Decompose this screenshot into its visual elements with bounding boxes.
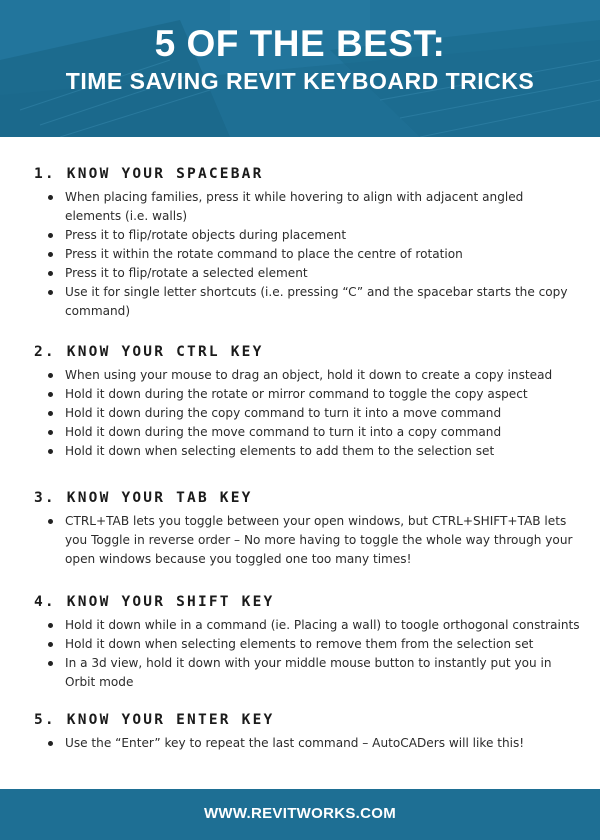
section-ctrl-key bbox=[34, 344, 582, 461]
section-heading: 5. KNOW YOUR ENTER KEY bbox=[34, 712, 275, 728]
section-shift-key bbox=[34, 594, 582, 692]
list-item-text: When using your mouse to drag an object, hold it down to create a copy instead bbox=[65, 368, 553, 382]
tip-list bbox=[34, 366, 582, 461]
list-item-text: Hold it down during the copy command to turn it into a move command bbox=[65, 406, 502, 420]
section-enter-key bbox=[34, 712, 582, 753]
list-item bbox=[34, 404, 582, 423]
bullet-icon bbox=[48, 741, 53, 746]
list-item bbox=[34, 442, 582, 461]
bullet-icon bbox=[48, 519, 53, 524]
tip-list bbox=[34, 734, 582, 753]
list-item-text: Press it to flip/rotate objects during placement bbox=[65, 228, 347, 242]
bullet-icon bbox=[48, 252, 53, 257]
bullet-icon bbox=[48, 271, 53, 276]
list-item bbox=[34, 188, 582, 226]
list-item bbox=[34, 654, 582, 692]
bullet-icon bbox=[48, 373, 53, 378]
list-item bbox=[34, 385, 582, 404]
list-item bbox=[34, 226, 582, 245]
section-tab-key bbox=[34, 490, 582, 569]
header-banner bbox=[0, 0, 600, 137]
list-item bbox=[34, 264, 582, 283]
bullet-icon bbox=[48, 642, 53, 647]
list-item-text: When placing families, press it while hovering to align with adjacent angled elements (i.e. walls) bbox=[65, 190, 524, 223]
list-item-text: Press it to flip/rotate a selected element bbox=[65, 266, 308, 280]
tip-list bbox=[34, 512, 582, 569]
page-subtitle: TIME SAVING REVIT KEYBOARD TRICKS bbox=[65, 68, 535, 94]
list-item-text: Use the “Enter” key to repeat the last command – AutoCADers will like this! bbox=[65, 736, 525, 750]
section-heading: 4. KNOW YOUR SHIFT KEY bbox=[34, 594, 275, 610]
list-item bbox=[34, 245, 582, 264]
tip-list bbox=[34, 616, 582, 692]
section-spacebar bbox=[34, 166, 582, 321]
bullet-icon bbox=[48, 623, 53, 628]
bullet-icon bbox=[48, 290, 53, 295]
list-item bbox=[34, 616, 582, 635]
list-item-text: Hold it down when selecting elements to add them to the selection set bbox=[65, 444, 495, 458]
bullet-icon bbox=[48, 233, 53, 238]
list-item bbox=[34, 366, 582, 385]
list-item bbox=[34, 283, 582, 321]
list-item-text: In a 3d view, hold it down with your middle mouse button to instantly put you in Orbit mode bbox=[65, 656, 552, 689]
list-item-text: Use it for single letter shortcuts (i.e. pressing “C” and the spacebar starts the copy command) bbox=[65, 285, 568, 318]
website-link[interactable]: WWW.REVITWORKS.COM bbox=[203, 805, 397, 822]
list-item-text: Press it within the rotate command to place the centre of rotation bbox=[65, 247, 463, 261]
list-item-text: Hold it down during the rotate or mirror command to toggle the copy aspect bbox=[65, 387, 528, 401]
section-heading: 1. KNOW YOUR SPACEBAR bbox=[34, 166, 264, 182]
list-item bbox=[34, 512, 582, 569]
list-item bbox=[34, 734, 582, 753]
bullet-icon bbox=[48, 661, 53, 666]
bullet-icon bbox=[48, 430, 53, 435]
bullet-icon bbox=[48, 411, 53, 416]
page-title: 5 OF THE BEST: bbox=[154, 23, 446, 64]
bullet-icon bbox=[48, 449, 53, 454]
list-item-text: CTRL+TAB lets you toggle between your open windows, but CTRL+SHIFT+TAB lets you Toggle in reverse order – No more having to toggle the whole way through your open windows because you toggled one too many times! bbox=[65, 514, 573, 566]
footer-banner bbox=[0, 789, 600, 840]
section-heading: 2. KNOW YOUR CTRL KEY bbox=[34, 344, 264, 360]
list-item bbox=[34, 635, 582, 654]
section-heading: 3. KNOW YOUR TAB KEY bbox=[34, 490, 253, 506]
list-item-text: Hold it down while in a command (ie. Placing a wall) to toogle orthogonal constraints bbox=[65, 618, 580, 632]
list-item-text: Hold it down during the move command to turn it into a copy command bbox=[65, 425, 502, 439]
tip-list bbox=[34, 188, 582, 321]
bullet-icon bbox=[48, 392, 53, 397]
list-item-text: Hold it down when selecting elements to remove them from the selection set bbox=[65, 637, 534, 651]
bullet-icon bbox=[48, 195, 53, 200]
list-item bbox=[34, 423, 582, 442]
